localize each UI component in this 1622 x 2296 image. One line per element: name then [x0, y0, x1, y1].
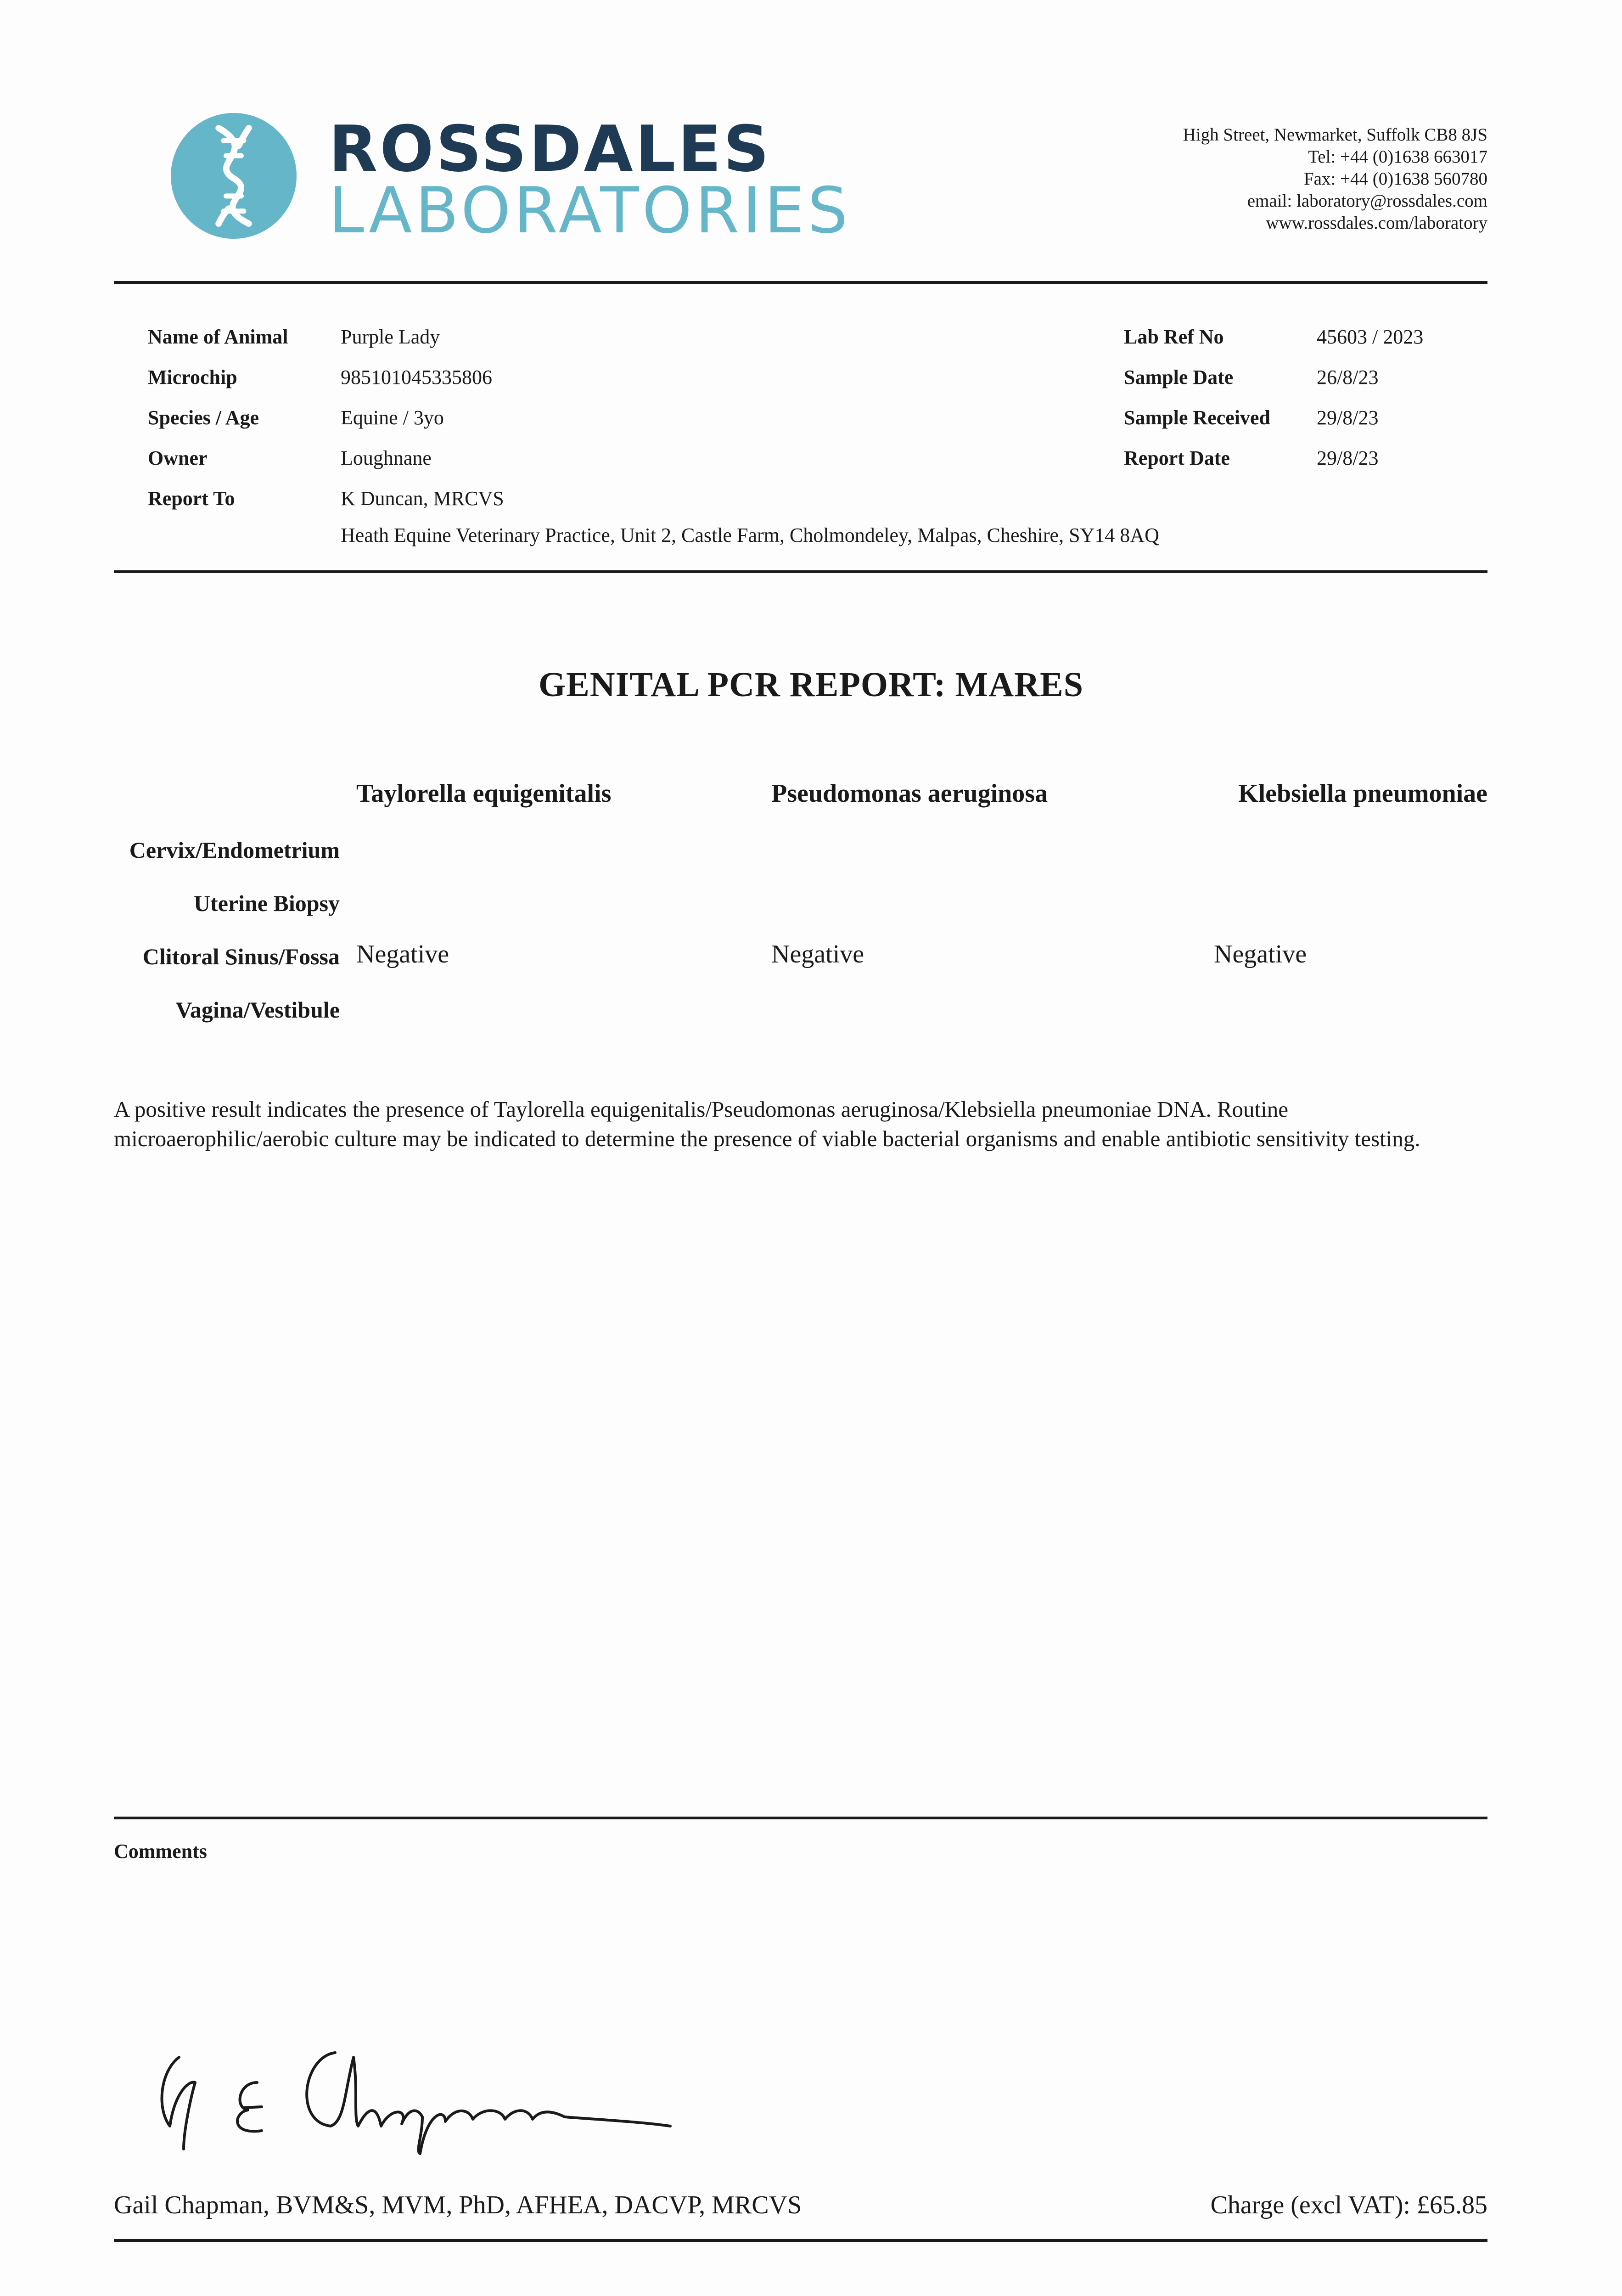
divider — [114, 1817, 1487, 1819]
fax: Fax: +44 (0)1638 560780 — [1303, 169, 1487, 189]
sample-received-value: 29/8/23 — [1317, 406, 1379, 429]
name-label: Name of Animal — [148, 326, 288, 348]
divider — [114, 2239, 1487, 2242]
report-to-label: Report To — [148, 487, 235, 510]
comments-label: Comments — [114, 1840, 207, 1863]
signature — [152, 2039, 679, 2158]
animal-name: Purple Lady — [341, 326, 440, 348]
species-label: Species / Age — [148, 406, 259, 429]
charge-amount: Charge (excl VAT): £65.85 — [1210, 2191, 1487, 2219]
divider — [114, 570, 1487, 573]
interpretation-note: A positive result indicates the presence of Taylorella equigenitalis/Pseudomonas aeruginosa/Klebsiella pneumoniae DNA. Routine microaerophilic/aerobic culture may be indicated to determine the presence of viable bacterial organisms and enable antibiotic sensitivity testing. — [114, 1097, 1420, 1151]
column-header: Pseudomonas aeruginosa — [771, 779, 1048, 808]
microchip-value: 985101045335806 — [341, 366, 492, 388]
brand-subname: LABORATORIES — [329, 174, 851, 248]
signer-name: Gail Chapman, BVM&S, MVM, PhD, AFHEA, DACVP, MRCVS — [114, 2191, 802, 2219]
lab-ref-label: Lab Ref No — [1124, 326, 1224, 348]
brand-name: ROSSDALES — [329, 112, 772, 186]
column-header: Klebsiella pneumoniae — [1238, 779, 1487, 808]
website-link[interactable]: www.rossdales.com/laboratory — [1266, 213, 1487, 233]
contact-block — [1183, 124, 1487, 234]
owner-value: Loughnane — [341, 447, 432, 469]
address: High Street, Newmarket, Suffolk CB8 8JS — [1183, 125, 1487, 145]
result-klebsiella: Negative — [1214, 940, 1307, 968]
report-to-value: K Duncan, MRCVS — [341, 487, 504, 510]
column-header: Taylorella equigenitalis — [356, 779, 612, 808]
divider — [114, 281, 1487, 284]
email-link[interactable]: email: laboratory@rossdales.com — [1247, 191, 1487, 211]
row-label: Cervix/Endometrium — [129, 837, 340, 863]
row-label: Vagina/Vestibule — [175, 997, 340, 1023]
row-label: Uterine Biopsy — [193, 890, 340, 916]
microchip-label: Microchip — [148, 366, 237, 388]
sample-date-value: 26/8/23 — [1317, 366, 1379, 388]
result-taylorella: Negative — [356, 940, 449, 968]
dna-logo-icon — [171, 113, 297, 239]
report-title: GENITAL PCR REPORT: MARES — [538, 665, 1084, 704]
sample-date-label: Sample Date — [1124, 366, 1234, 388]
telephone: Tel: +44 (0)1638 663017 — [1308, 147, 1487, 167]
species-value: Equine / 3yo — [341, 406, 444, 429]
result-pseudomonas: Negative — [771, 940, 864, 968]
report-date-value: 29/8/23 — [1317, 447, 1379, 469]
sample-received-label: Sample Received — [1124, 406, 1270, 429]
owner-label: Owner — [148, 447, 208, 469]
report-date-label: Report Date — [1124, 447, 1230, 469]
practice-address: Heath Equine Veterinary Practice, Unit 2, Castle Farm, Cholmondeley, Malpas, Cheshire, SY14 8AQ — [341, 524, 1159, 546]
row-label: Clitoral Sinus/Fossa — [142, 944, 340, 969]
lab-ref-value: 45603 / 2023 — [1317, 326, 1424, 348]
